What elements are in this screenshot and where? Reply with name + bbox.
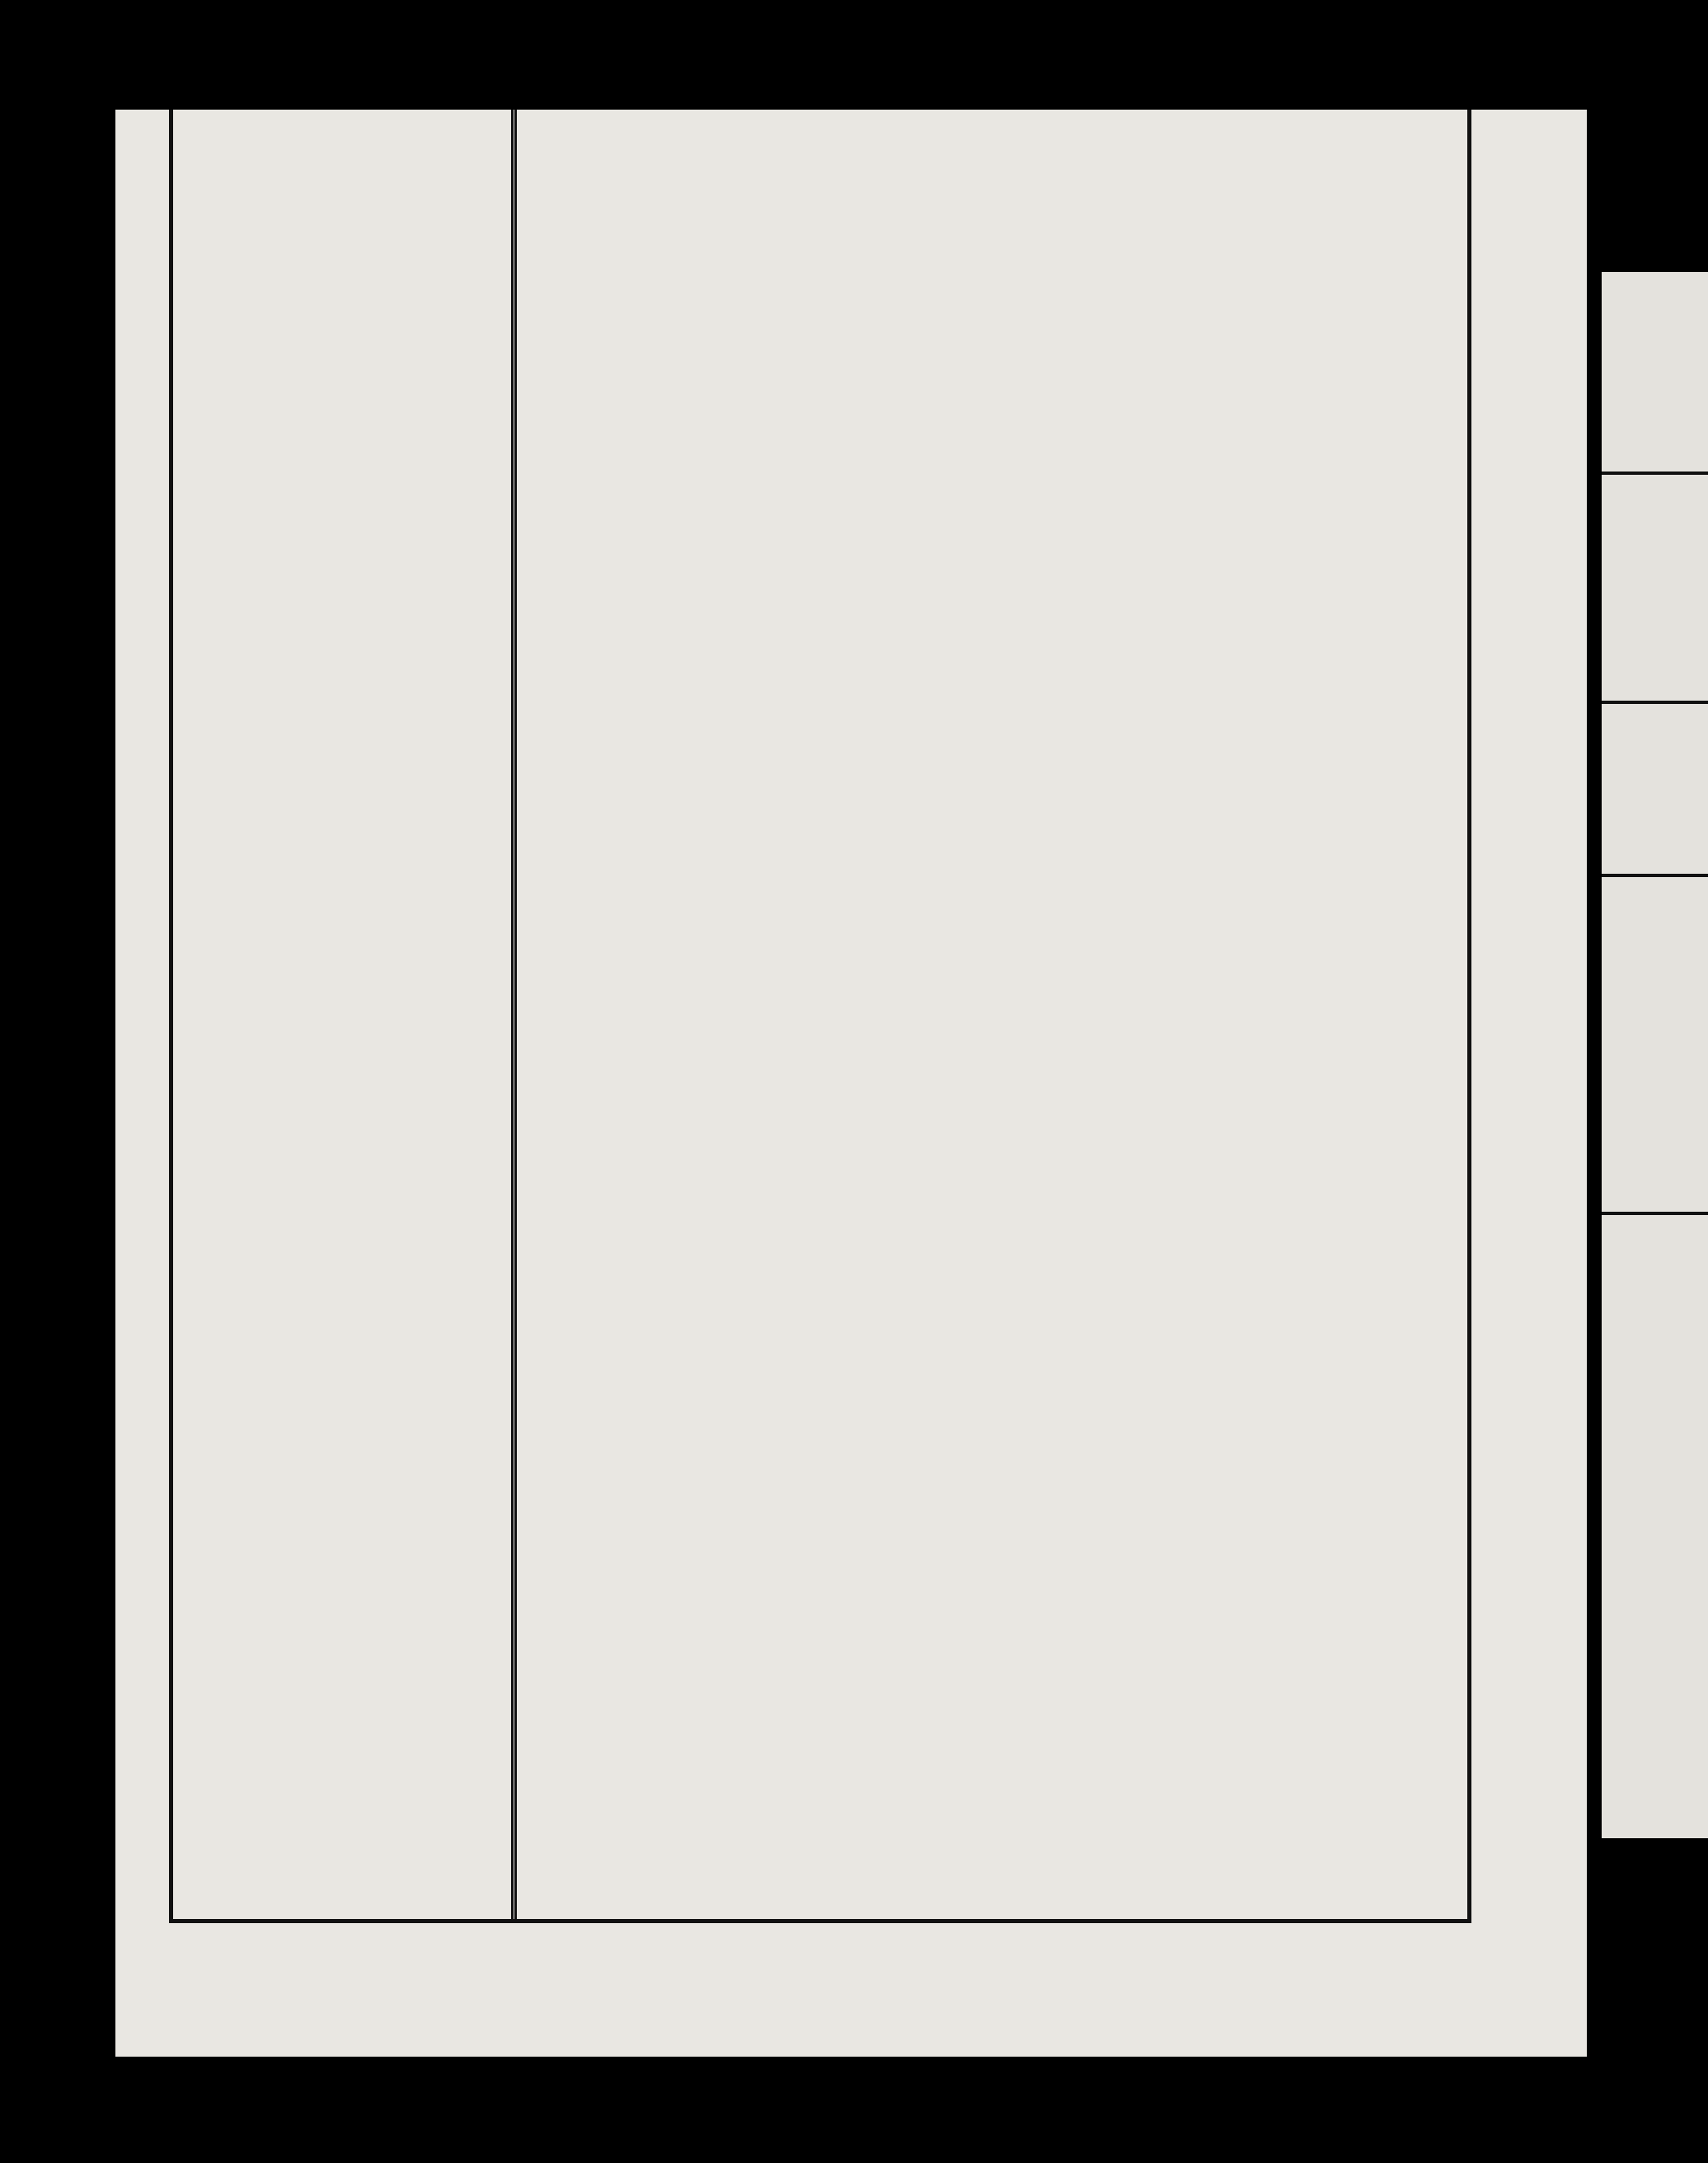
table-frame: [169, 110, 1471, 1923]
adjacent-page: [1602, 272, 1708, 1838]
label-divider: [511, 110, 517, 1919]
